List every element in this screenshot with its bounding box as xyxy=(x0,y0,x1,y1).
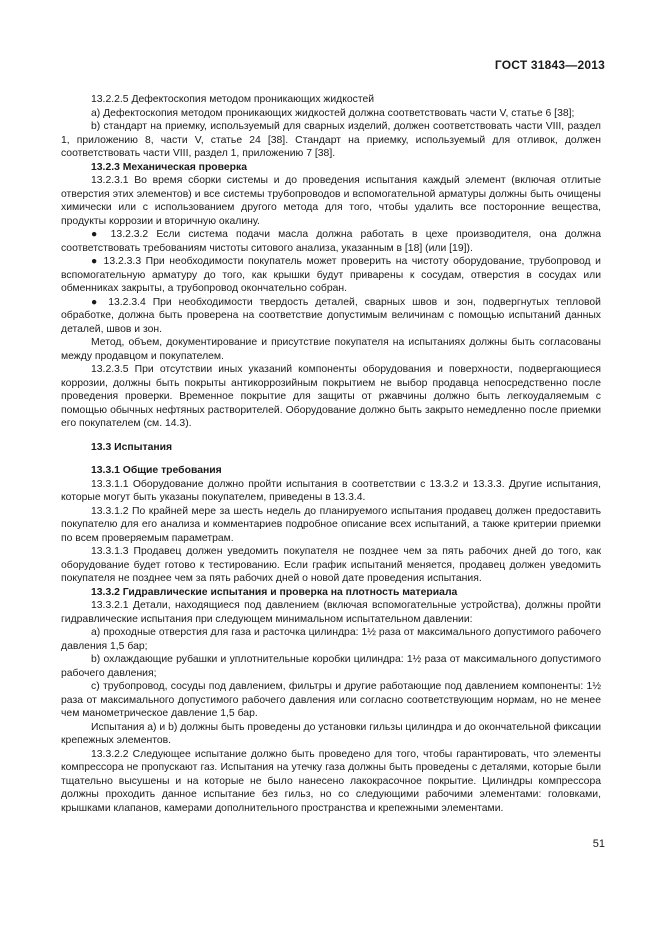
paragraph-13-2-3-5: 13.2.3.5 При отсутствии иных указаний компоненты оборудования и поверхности, подвергающиеся коррозии, должны быть покрыты антикоррозийным покрытием не выбор продавца непосредственно после проведения проверки. Временное покрытие для защиты от ржавчины должно быть легкоудаляемым с помощью обычных нефтяных растворителей. Оборудование должно быть закрыто немедленно после приемки его покупателем (см. 14.3). xyxy=(61,364,601,429)
section-heading-13-3-1: 13.3.1 Общие требования xyxy=(91,465,222,476)
paragraph-13-2-3-3: ● 13.2.3.3 При необходимости покупатель может проверить на чистоту оборудование, трубопровод и вспомогательную арматуру до того, как крышки будут приварены к сосудам, отверстия в сосудах или обменниках закрыты, а трубопровод окончательно собран. xyxy=(61,256,601,294)
paragraph-13-3-2-1-b: b) охлаждающие рубашки и уплотнительные коробки цилиндра: 1½ раза от максимального допустимого рабочего давления; xyxy=(61,654,601,679)
paragraph-13-3-2-1-a: а) проходные отверстия для газа и расточка цилиндра: 1½ раза от максимального допустимого рабочего давления 1,5 бар; xyxy=(61,627,601,652)
paragraph-13-3-2-2: 13.3.2.2 Следующее испытание должно быть проведено для того, чтобы гарантировать, что элементы компрессора не пропускают газ. Испытания на утечку газа должны быть проведены с деталями, которые были тщательно высушены и на которые не было нанесено лакокрасочное покрытие. Цилиндры компрессора должны проходить данное испытание без гильз, но со следующими рабочими элементами: головками, крышками клапанов, камерами дополнительного пространства и крепежными элементами. xyxy=(61,748,601,814)
paragraph-13-3-2-1-c: с) трубопровод, сосуды под давлением, фильтры и другие работающие под давлением компоненты: 1½ раза от максимального допустимого рабочего давления или согласно соответствующим нормам, но не менее чем манометрическое давление 1,5 бар. xyxy=(61,681,601,719)
document-header: ГОСТ 31843—2013 xyxy=(494,58,605,72)
section-heading-13-2-3: 13.2.3 Механическая проверка xyxy=(91,161,248,173)
page-number: 51 xyxy=(592,838,605,850)
paragraph-13-2-2-5: 13.2.2.5 Дефектоскопия методом проникающих жидкостей xyxy=(91,94,375,105)
paragraph-13-2-3-4: ● 13.2.3.4 При необходимости твердость деталей, сварных швов и зон, подвергнутых тепловой обработке, должна быть проверена на соответствие допустимым величинам с помощью испытаний данных деталей, швов и зон. xyxy=(61,296,601,335)
paragraph-13-2-3-1: 13.2.3.1 Во время сборки системы и до проведения испытания каждый элемент (включая отлитые отверстия этих элементов) и все системы трубопроводов и вспомогательной арматуры должны быть очищены химически или с использованием другого метода для того, чтобы удалить все посторонние вещества, продукты коррозии и вторичную окалину. xyxy=(61,175,601,227)
section-heading-13-3: 13.3 Испытания xyxy=(91,441,173,453)
paragraph-13-2-3-2: ● 13.2.3.2 Если система подачи масла должна работать в цехе производителя, она должна соответствовать требованиям чистоты ситового анализа, указанным в [18] (или [19]). xyxy=(61,229,601,254)
paragraph-13-3-1-2: 13.3.1.2 По крайней мере за шесть недель до планируемого испытания продавец должен предоставить покупателю для его анализа и комментариев подробное описание всех испытаний, а также критерии приемки по всем проверяемым параметрам. xyxy=(61,505,601,544)
paragraph-b: b) стандарт на приемку, используемый для сварных изделий, должен соответствовать части VIII, раздел 1, приложению 8, части V, статье 24 [38]. Стандарт на приемку, используемый для отливок, должен соответствовать части VIII, раздел 1, приложению 7 [38]. xyxy=(61,121,601,159)
paragraph-a: а) Дефектоскопия методом проникающих жидкостей должна соответствовать части V, статье 6 [38]; xyxy=(91,107,575,119)
paragraph-tests-ab: Испытания а) и b) должны быть проведены до установки гильзы цилиндра и до окончательной фиксации крепежных элементов. xyxy=(61,721,601,746)
document-body xyxy=(61,93,601,815)
section-heading-13-3-2: 13.3.2 Гидравлические испытания и проверка на плотность материала xyxy=(91,586,458,598)
paragraph-13-3-1-1: 13.3.1.1 Оборудование должно пройти испытания в соответствии с 13.3.2 и 13.3.3. Другие испытания, которые могут быть указаны покупателем, приведены в 13.3.4. xyxy=(61,478,601,503)
paragraph-13-3-1-3: 13.3.1.3 Продавец должен уведомить покупателя не позднее чем за пять рабочих дней до того, как оборудование будет готово к тестированию. Если график испытаний меняется, продавец должен уведомить покупателя не позднее чем за пять рабочих дней о новой дате проведения испытания. xyxy=(61,546,601,584)
paragraph-13-3-2-1: 13.3.2.1 Детали, находящиеся под давлением (включая вспомогательные устройства), должны пройти гидравлические испытания при следующем минимальном испытательном давлении: xyxy=(61,600,601,625)
paragraph-method: Метод, объем, документирование и присутствие покупателя на испытаниях должны быть согласованы между продавцом и покупателем. xyxy=(61,337,601,362)
